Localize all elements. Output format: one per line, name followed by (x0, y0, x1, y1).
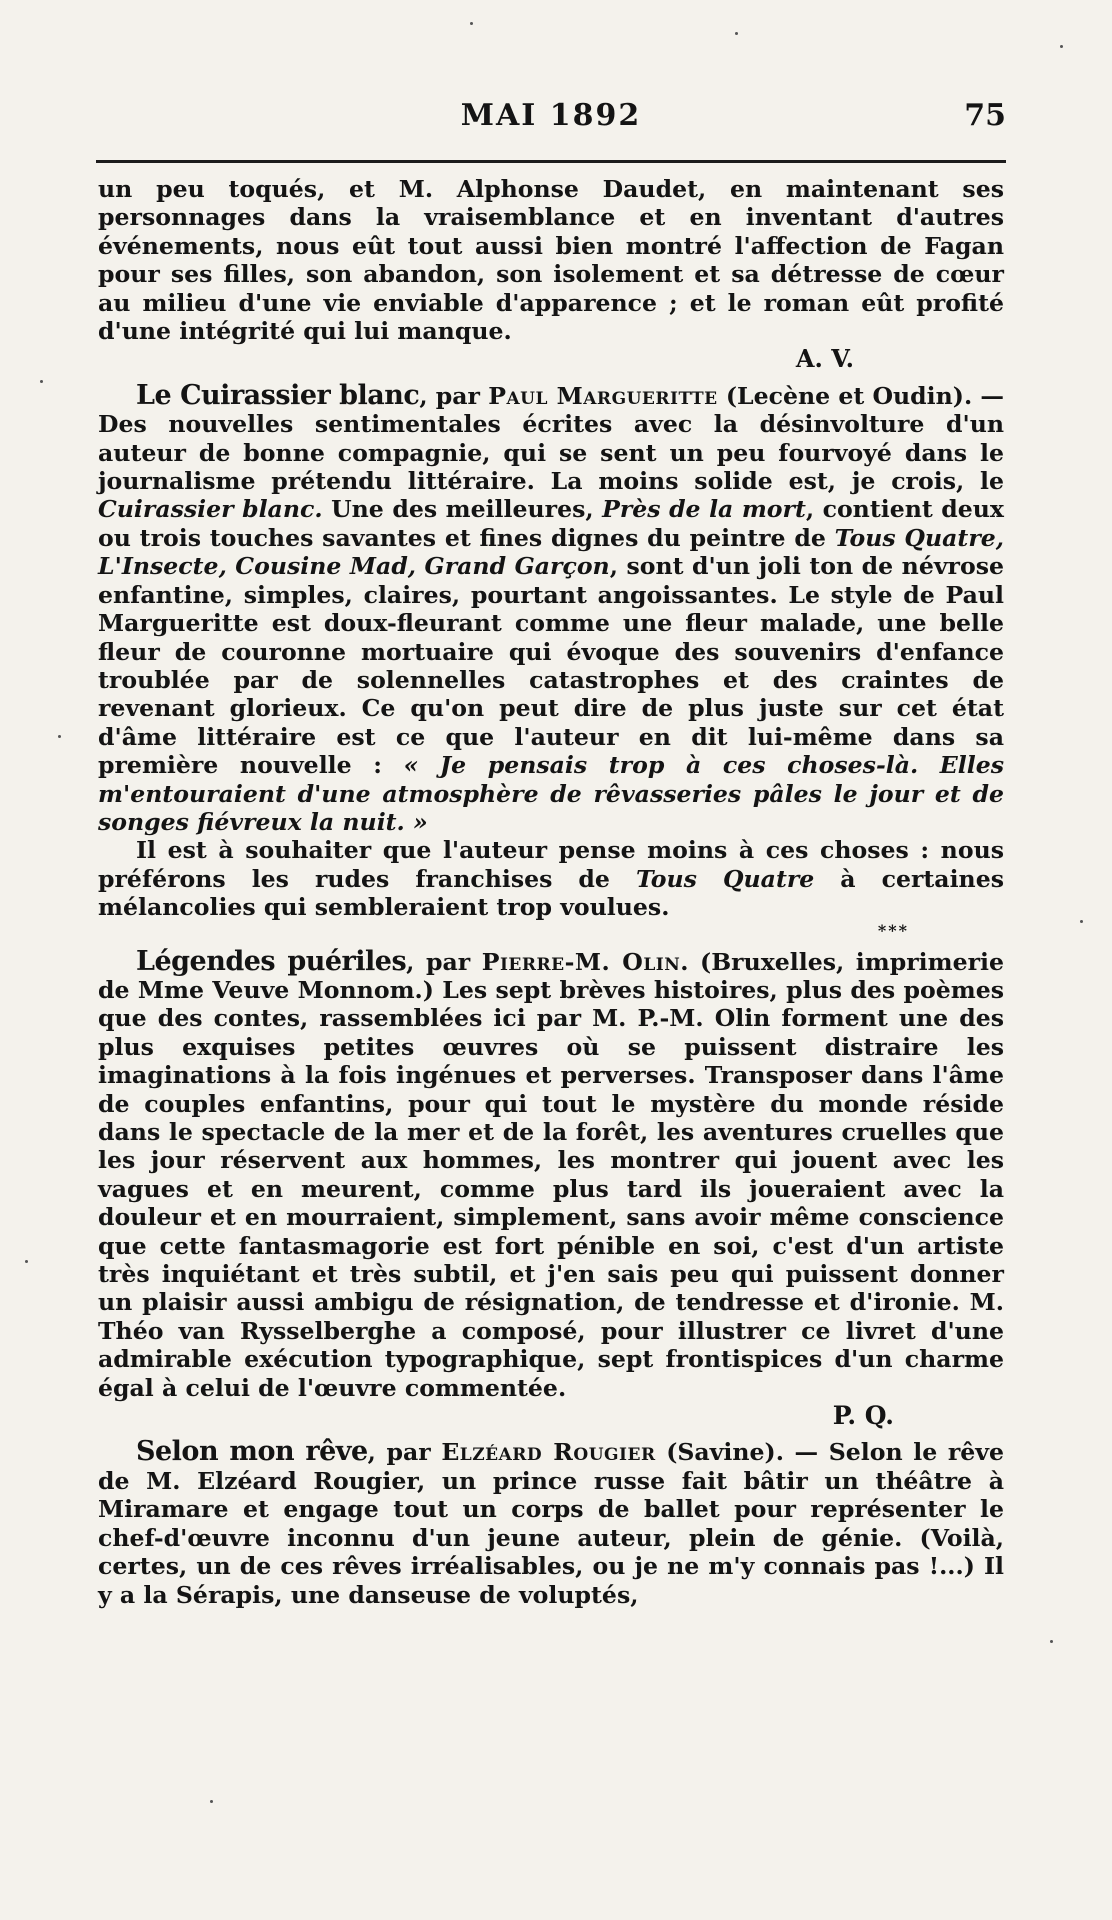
review-gerfaut-continuation: un peu toqués, et M. Alphonse Daudet, en maintenant ses personnages dans la vraisemblance et en inventant d'autres événements, nous eût tout aussi bien montré l'affection de Fagan pour ses filles, son abandon, son isolement et sa détresse de cœur au milieu d'une vie enviable d'apparence ; et le roman eût profité d'une intégrité qui lui manque. (98, 175, 1004, 346)
by-label: , par (367, 1438, 442, 1467)
review-text: Une des meilleures, (322, 495, 603, 524)
author-margueritte: Paul Margueritte (488, 381, 718, 410)
book-title-selon: Selon mon rêve (136, 1436, 368, 1468)
scan-speck (1050, 1640, 1053, 1643)
body-text (98, 175, 1004, 1609)
book-title-legendes: Légendes puériles (136, 945, 407, 977)
work-title: Tous Quatre (635, 864, 815, 893)
review-selon (98, 1438, 1004, 1608)
scan-speck (40, 380, 43, 383)
page-number: 75 (964, 98, 1006, 133)
signature-pq: P. Q. (832, 1401, 894, 1431)
scan-speck (25, 1260, 28, 1263)
review-text: Il est à souhaiter que l'auteur pense moins à ces choses : nous préférons les rudes franchises de (98, 836, 1004, 893)
signature-av: A. V. (795, 344, 854, 374)
review-legendes (98, 945, 1004, 1403)
author-quote: « Je pensais trop à ces choses-là. Elles m'entouraient d'une atmosphère de rêvasseries pâles le jour et de songes fiévreux la nuit. » (98, 751, 1005, 836)
book-title-cuirassier: Le Cuirassier blanc (136, 379, 420, 411)
scan-speck (1060, 45, 1063, 48)
review-cuirassier-paragraph-2 (98, 836, 1004, 921)
work-title: Près de la mort (602, 495, 806, 524)
running-head (96, 98, 1006, 138)
running-head-title: MAI 1892 (460, 98, 642, 133)
scan-speck (735, 32, 738, 35)
review-text: . (Bruxelles, imprimerie de Mme Veuve Monnom.) Les sept brèves histoires, plus des poèmes que des contes, rassemblées ici par M. P.-M. Olin forment une des plus exquises petites œuvres où se puissent distraire les imaginations à la fois ingénues et perverses. Transposer dans l'âme de couples enfantins, pour qui tout le mystère du monde réside dans le spectacle de la mer et de la forêt, les aventures cruelles que les jour réservent aux hommes, les montrer qui jouent avec les vagues et en meurent, comme plus tard ils joueraient avec la douleur et en mourraient, simplement, sans avoir même conscience que cette fantasmagorie est fort pénible en soi, c'est d'un artiste très inquiétant et très subtil, et j'en sais peu qui puissent donner un plaisir aussi ambigu de résignation, de tendresse et d'ironie. M. Théo van Rysselberghe a composé, pour illustrer ce livret d'une admirable exécution typographique, sept frontispices d'un charme égal à celui de l'œuvre commentée. (98, 947, 1004, 1402)
scan-speck (58, 735, 61, 738)
by-label: , par (419, 381, 489, 410)
review-text: à certaines mélancolies qui sembleraient trop voulues. (98, 864, 1004, 922)
review-text: , sont d'un joli ton de névrose enfantine, simples, claires, pourtant angoissantes. Le style de Paul Margueritte est doux-fleurant comme une fleur malade, une belle fleur de couronne mortuaire qui évoque des souvenirs d'enfance troublée par de solennelles catastrophes et des craintes de revenant glorieux. Ce qu'on peut dire de plus juste sur cet état d'âme littéraire est ce que l'auteur en dit lui-même dans sa première nouvelle : (98, 552, 1004, 780)
signature-asterism: *** (877, 920, 909, 940)
scan-speck (470, 22, 473, 25)
review-text: (Savine). — Selon le rêve de M. Elzéard Rougier, un prince russe fait bâtir un théâtre à Miramare et engage tout un corps de ballet pour représenter le chef-d'œuvre inconnu d'un jeune auteur, plein de génie. (Voilà, certes, un de ces rêves irréalisables, ou je ne m'y connais pas !...) Il y a la Sérapis, une danseuse de voluptés, (98, 1438, 1004, 1609)
by-label: , par (406, 947, 482, 976)
work-title: Cuirassier blanc. (98, 495, 323, 524)
scan-speck (1080, 920, 1083, 923)
scan-speck (210, 1800, 213, 1803)
review-text: (Lecène et Oudin). — Des nouvelles sentimentales écrites avec la désinvolture d'un auteur de bonne compagnie, qui se sent un peu fourvoyé dans le journalisme prétendu littéraire. La moins solide est, je crois, le (98, 381, 1004, 496)
header-rule (96, 160, 1006, 163)
author-rougier: Elzéard Rougier (441, 1438, 656, 1467)
review-text: , contient deux ou trois touches savantes et fines dignes du peintre de (98, 495, 1004, 552)
review-cuirassier (98, 379, 1005, 837)
author-olin: Pierre-M. Olin (481, 947, 681, 976)
work-title: Tous Quatre, L'Insecte, Cousine Mad, Grand Garçon (98, 523, 1004, 581)
